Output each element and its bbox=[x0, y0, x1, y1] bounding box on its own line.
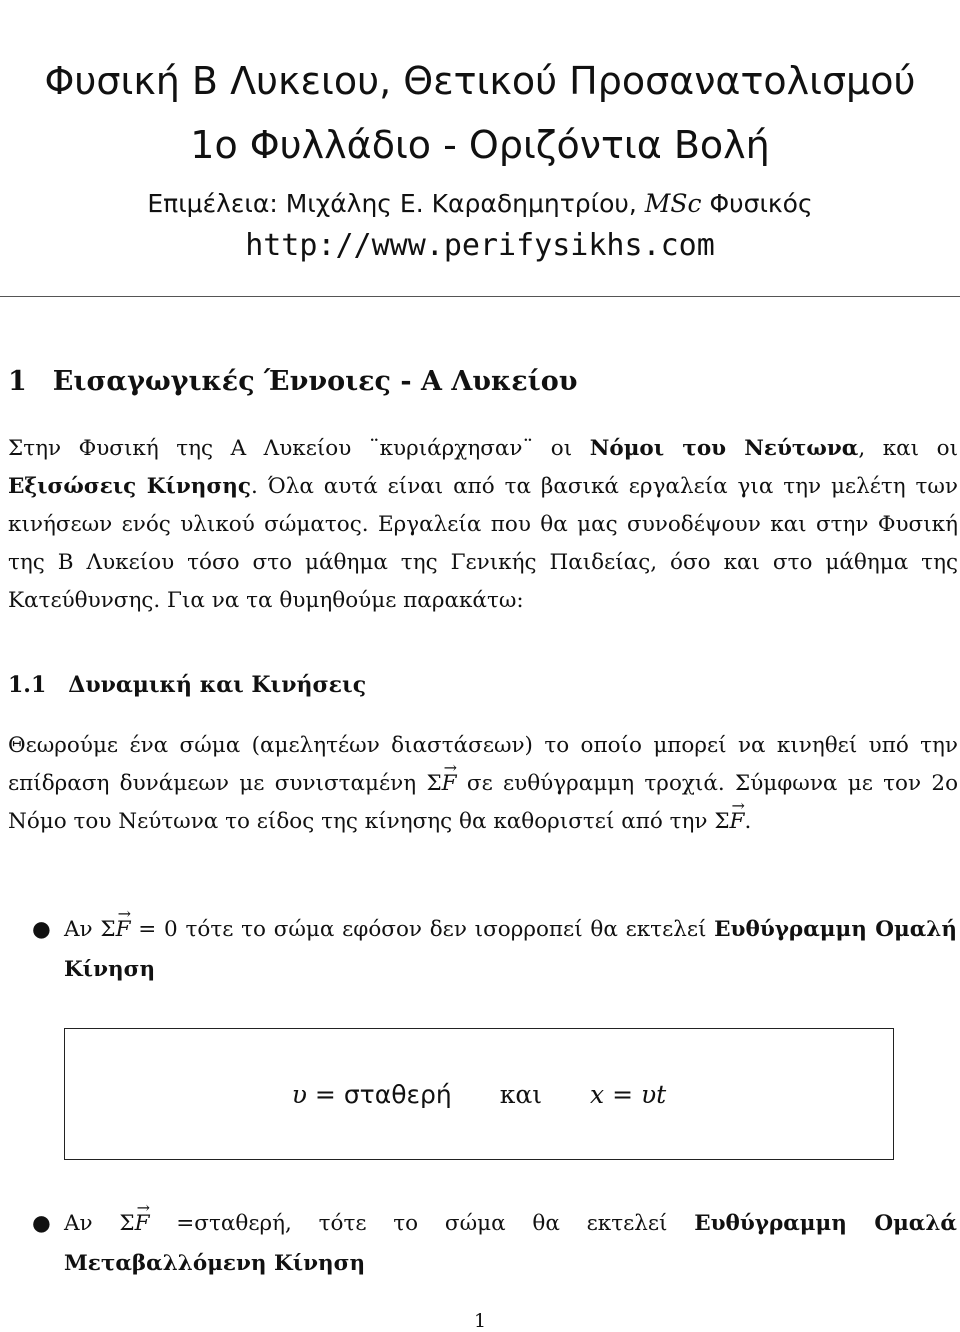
header-divider bbox=[0, 296, 960, 297]
bullet-dot-icon: ● bbox=[32, 1211, 51, 1236]
velocity-symbol: υ bbox=[291, 1079, 307, 1109]
motion-equations-term: Εξισώσεις Κίνησης bbox=[8, 474, 252, 499]
editor-suffix: Φυσικός bbox=[709, 189, 813, 218]
bullet-dot-icon: ● bbox=[32, 917, 51, 942]
section-title: Εισαγωγικές Έννοιες - Α Λυκείου bbox=[52, 366, 578, 397]
editor-degree: MSc bbox=[644, 189, 702, 218]
bullet-prefix: Αν bbox=[64, 1211, 93, 1236]
section-heading bbox=[8, 366, 578, 397]
net-force-symbol bbox=[426, 771, 456, 796]
sigma-symbol-3: Σ bbox=[100, 917, 116, 942]
force-vector-2: → F bbox=[730, 803, 745, 841]
formula-box bbox=[64, 1028, 894, 1160]
force-vector-3: → F bbox=[116, 910, 131, 950]
bullet-middle: τότε το σώμα εφόσον δεν ισορροπεί θα εκτελεί bbox=[185, 917, 707, 942]
intro-paragraph bbox=[8, 430, 958, 620]
bullet-condition: = 0 bbox=[138, 917, 178, 942]
bullet-condition: =σταθερή, bbox=[176, 1211, 292, 1236]
bullet-text bbox=[64, 910, 957, 990]
dynamics-text-1: Θεωρούμε ένα σώμα (αμελητέων διαστάσεων) το οποίο μπορεί να κινηθεί υπό την επίδραση δυνάμεων με συνισταμένη bbox=[8, 733, 958, 796]
title-line-1: Φυσική Β Λυκειου, Θετικού Προσανατολισμού bbox=[44, 59, 916, 103]
force-vector-4: → F bbox=[135, 1204, 150, 1244]
bullet-item bbox=[32, 1204, 957, 1284]
page-number: 1 bbox=[473, 1310, 487, 1332]
force-vector: → F bbox=[442, 765, 457, 803]
bullet-motion-type: Ευθύγραμμη Ομαλή Κίνηση bbox=[64, 917, 957, 982]
sigma-symbol-4: Σ bbox=[119, 1211, 135, 1236]
net-force-symbol-2 bbox=[714, 809, 744, 834]
intro-text-2: , και οι bbox=[858, 436, 959, 461]
subsection-heading bbox=[8, 672, 366, 698]
document-title bbox=[0, 58, 960, 266]
intro-text-3: . Όλα αυτά είναι από τα βασικά εργαλεία για την μελέτη των κινήσεων ενός υλικού σώματος. Εργαλεία που θα μας συνοδέψουν και στην Φυσική της Β Λυκείου τόσο στο μάθημα της Γενικής Παιδείας, όσο και στο μάθημα της Κατεύθυνσης. Για να τα θυμηθούμε παρακάτω: bbox=[8, 474, 958, 613]
formula-connector: και bbox=[499, 1079, 543, 1109]
title-line-2: 1ο Φυλλάδιο - Οριζόντια Βολή bbox=[190, 123, 770, 167]
bullet-prefix: Αν bbox=[64, 917, 93, 942]
subsection-title: Δυναμική και Κινήσεις bbox=[68, 672, 367, 698]
bullet-motion-type: Ευθύγραμμη Ομαλά Μεταβαλλόμενη Κίνηση bbox=[64, 1211, 957, 1276]
bullet-text bbox=[64, 1204, 957, 1284]
position-equation: x = υt bbox=[590, 1079, 667, 1109]
bullet-item bbox=[32, 910, 957, 990]
newton-laws-term: Νόμοι του Νεύτωνα bbox=[589, 436, 859, 461]
subsection-number: 1.1 bbox=[8, 672, 47, 698]
website-url[interactable]: http://www.perifysikhs.com bbox=[245, 228, 715, 263]
velocity-constant: = σταθερή bbox=[314, 1079, 452, 1109]
bullet-middle: τότε το σώμα θα εκτελεί bbox=[318, 1211, 668, 1236]
sigma-symbol-2: Σ bbox=[714, 809, 730, 834]
dynamics-text-2: σε ευθύγραμμη τροχιά. Σύμφωνα με τον 2ο Νόμο του Νεύτωνα το είδος της κίνησης θα καθοριστεί από την bbox=[8, 771, 959, 834]
dynamics-paragraph: Θεωρούμε ένα σώμα (αμελητέων διαστάσεων) το οποίο μπορεί να κινηθεί υπό την επίδραση δυνάμεων με συνισταμένη Σ→ F σε ευθύγραμμη τροχιά. Σύμφωνα με τον 2ο Νόμο του Νεύτωνα το είδος της κίνησης θα καθοριστεί από την Σ→ F. bbox=[8, 727, 958, 841]
section-number: 1 bbox=[8, 366, 27, 397]
sigma-symbol: Σ bbox=[426, 771, 442, 796]
net-force-symbol-4 bbox=[119, 1211, 149, 1236]
net-force-symbol-3 bbox=[100, 917, 130, 942]
editor-line bbox=[0, 186, 960, 222]
intro-text-1: Στην Φυσική της Α Λυκείου ¨κυριάρχησαν¨ οι bbox=[8, 436, 573, 461]
editor-prefix: Επιμέλεια: Μιχάλης Ε. Καραδημητρίου, bbox=[147, 189, 637, 218]
